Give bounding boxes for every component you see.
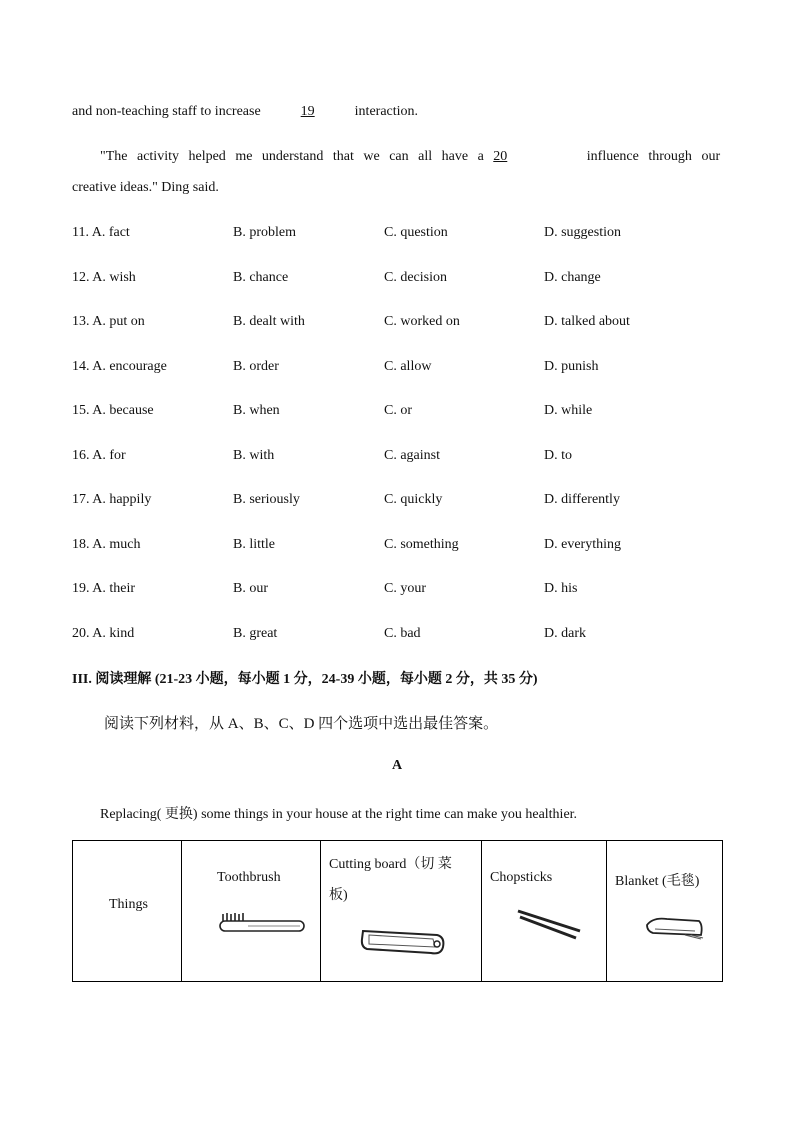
question-row	[72, 448, 722, 468]
option-a: 16. A. for	[72, 447, 126, 463]
option-d: D. dark	[544, 625, 586, 641]
option-d: D. to	[544, 447, 572, 463]
chopsticks-icon	[516, 907, 584, 941]
question-row	[72, 359, 722, 379]
cloze-word: can	[389, 149, 409, 164]
option-d: D. differently	[544, 492, 620, 507]
cloze-text: interaction.	[354, 104, 419, 119]
option-c: C. your	[384, 581, 426, 596]
cloze-word: activity	[136, 149, 179, 164]
question-row	[72, 403, 722, 423]
blank-20: 20	[493, 149, 508, 164]
table-cell-cutting-board	[321, 841, 482, 982]
option-b: B. dealt with	[233, 314, 305, 329]
cloze-word: a	[477, 149, 484, 164]
option-c: C. decision	[384, 269, 447, 285]
cloze-word: influence	[586, 149, 639, 164]
option-a: 11. A. fact	[72, 225, 130, 240]
cutting-board-icon	[359, 925, 449, 959]
cloze-word: that	[332, 149, 354, 164]
row-header-label: Things	[109, 897, 148, 912]
cloze-word: we	[363, 149, 380, 164]
cloze-word: understand	[261, 149, 324, 164]
option-c: C. quickly	[384, 492, 443, 507]
option-b: B. our	[233, 581, 268, 596]
item-label-line1: Cutting board（切 菜	[329, 857, 452, 872]
cloze-word: helped	[188, 149, 226, 164]
cloze-line-1	[72, 104, 418, 120]
option-c: C. worked on	[384, 314, 460, 329]
blanket-icon	[645, 913, 705, 941]
cloze-word: "The	[100, 149, 128, 164]
question-row	[72, 537, 722, 557]
option-b: B. little	[233, 536, 275, 552]
passage-intro: Replacing( 更换) some things in your house at the right time can make you healthier.	[100, 807, 578, 822]
table-row-header	[73, 841, 182, 982]
question-row	[72, 225, 722, 245]
question-row	[72, 270, 722, 290]
option-b: B. great	[233, 625, 278, 641]
option-b: B. with	[233, 447, 275, 463]
option-b: B. chance	[233, 269, 289, 285]
item-label-line2: 板)	[329, 888, 348, 903]
cloze-text: and non-teaching staff to increase	[72, 104, 261, 119]
cloze-word: through	[648, 149, 692, 164]
section-heading: III. 阅读理解 (21-23 小题，每小题 1 分，24-39 小题，每小题 2 分，共 35 分)	[72, 672, 538, 687]
option-a: 19. A. their	[72, 581, 135, 596]
option-b: B. order	[233, 358, 279, 374]
question-row	[72, 626, 722, 646]
question-row	[72, 581, 722, 601]
option-d: D. suggestion	[544, 225, 621, 240]
option-b: B. seriously	[233, 492, 300, 507]
option-b: B. problem	[233, 225, 296, 240]
option-d: D. change	[544, 269, 601, 285]
blank-19: 19	[300, 104, 315, 119]
option-c: C. allow	[384, 358, 432, 374]
option-a: 18. A. much	[72, 536, 141, 552]
cloze-word: have	[441, 149, 469, 164]
toothbrush-icon	[218, 911, 306, 939]
option-d: D. while	[544, 403, 593, 418]
option-d: D. his	[544, 581, 578, 596]
table-cell-chopsticks	[482, 841, 607, 982]
option-d: D. talked about	[544, 314, 630, 329]
item-label: Toothbrush	[217, 870, 281, 885]
question-row	[72, 492, 722, 512]
option-d: D. everything	[544, 536, 621, 552]
option-a: 12. A. wish	[72, 269, 136, 285]
things-table	[72, 840, 723, 982]
cloze-word: all	[418, 149, 433, 164]
item-label: Chopsticks	[490, 870, 553, 885]
table-cell-blanket	[607, 841, 723, 982]
question-row	[72, 314, 722, 334]
option-a: 14. A. encourage	[72, 358, 167, 374]
option-c: C. against	[384, 447, 440, 463]
cloze-word: our	[701, 149, 721, 164]
cloze-word: me	[235, 149, 253, 164]
option-d: D. punish	[544, 358, 599, 374]
cloze-line-3: creative ideas." Ding said.	[72, 180, 219, 195]
option-a: 20. A. kind	[72, 625, 135, 641]
option-c: C. bad	[384, 625, 421, 641]
option-a: 15. A. because	[72, 403, 154, 418]
table-cell-toothbrush	[182, 841, 321, 982]
item-label: Blanket (毛毯)	[615, 874, 700, 889]
passage-letter: A	[391, 758, 403, 773]
instruction: 阅读下列材料，从 A、B、C、D 四个选项中选出最佳答案。	[104, 716, 499, 732]
option-c: C. something	[384, 536, 459, 552]
option-b: B. when	[233, 403, 280, 418]
option-c: C. question	[384, 225, 448, 240]
cloze-line-2	[100, 149, 720, 165]
option-a: 17. A. happily	[72, 492, 152, 507]
option-c: C. or	[384, 403, 412, 418]
option-a: 13. A. put on	[72, 314, 145, 329]
